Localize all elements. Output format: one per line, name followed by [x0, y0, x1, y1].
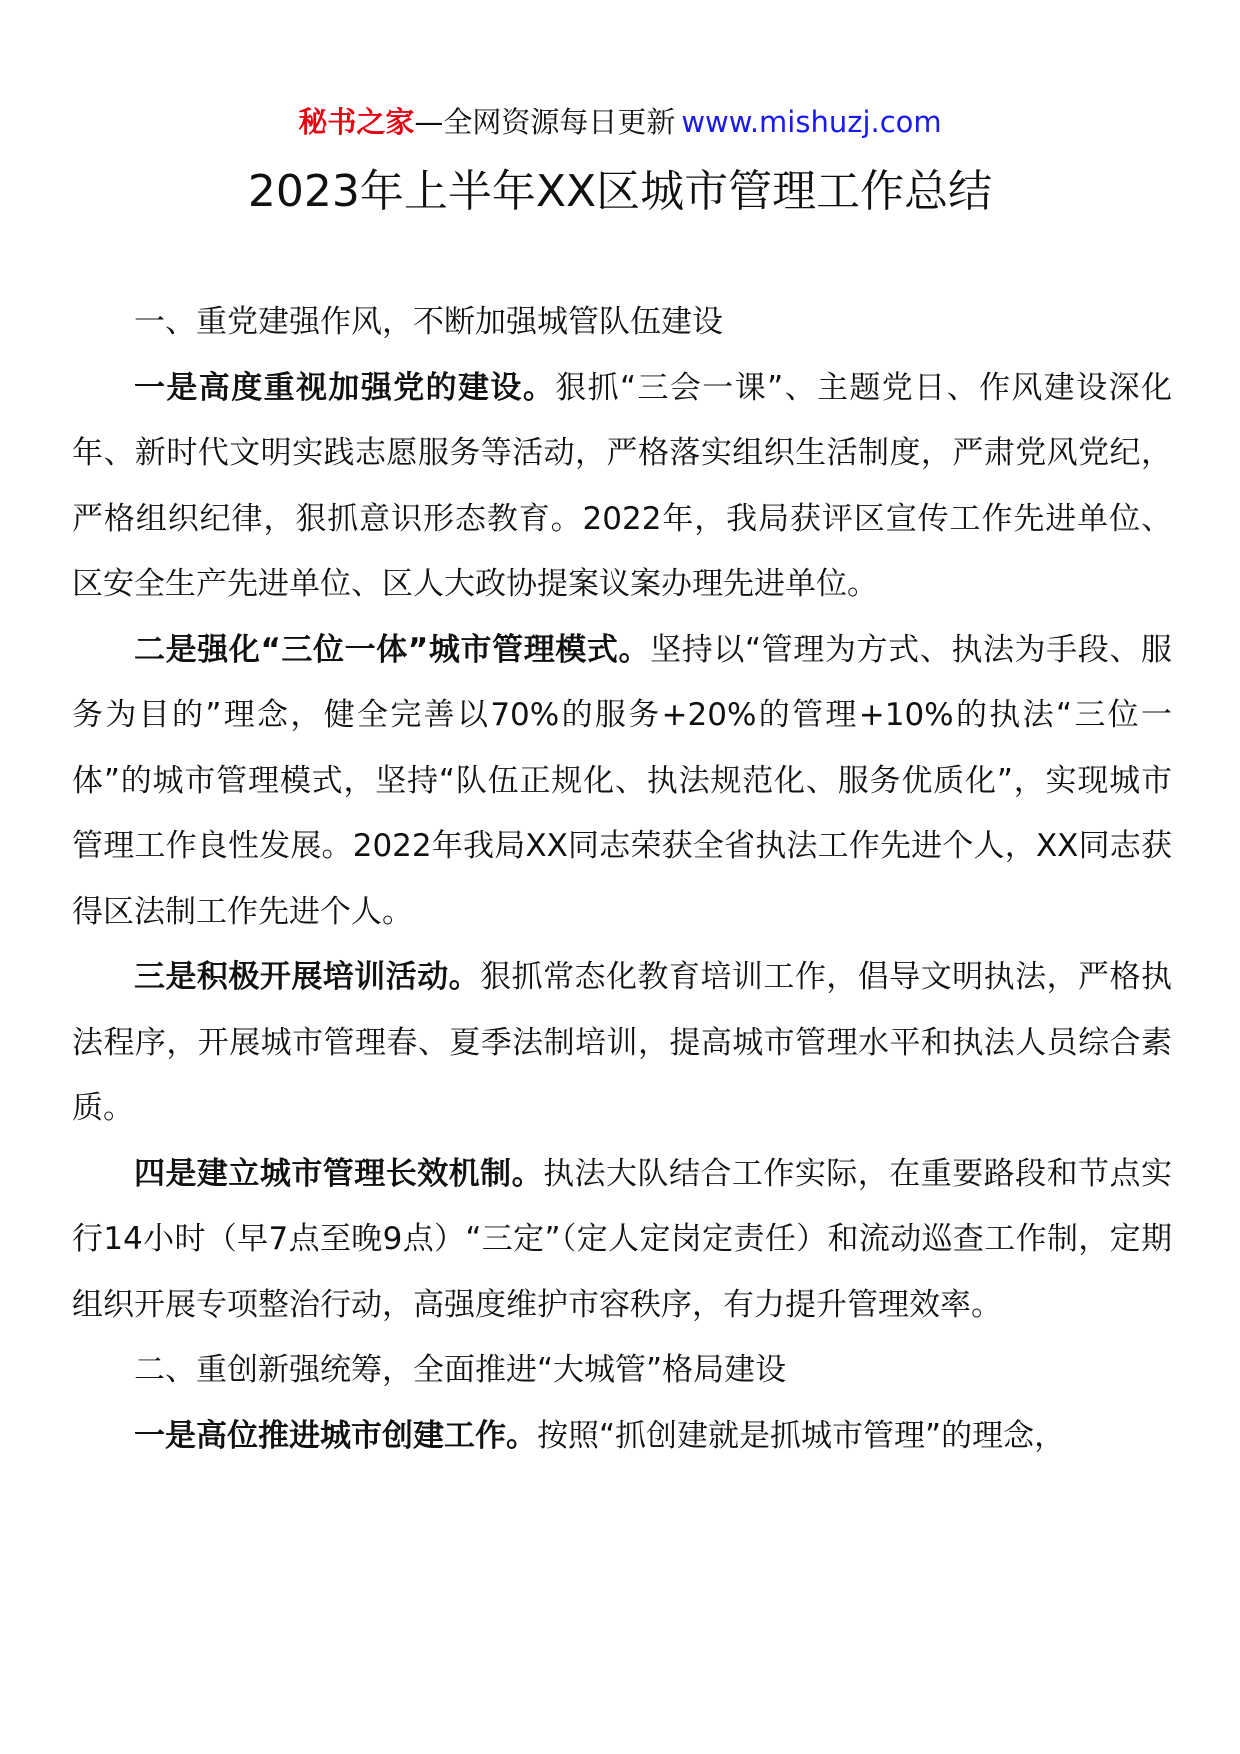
document-title: 2023年上半年XX区城市管理工作总结	[247, 166, 993, 217]
paragraph-lead: 四是建立城市管理长效机制。	[134, 1155, 544, 1192]
paragraph-text: 坚持以“管理为方式、执法为手段、服务为目的”理念，健全完善以70%的服务+20%的管理+10%的执法“三位一体”的城市管理模式，坚持“队伍正规化、执法规范化、服务优质化”，实现城市管理工作良性发展。2022年我局XX同志荣获全省执法工作先进个人，XX同志获得区法制工作先进个人。	[72, 631, 1173, 930]
paragraph-text: 执法大队结合工作实际，在重要路段和节点实行14小时（早7点至晚9点）“三定”（定人定岗定责任）和流动巡查工作制，定期组织开展专项整治行动，高强度维护市容秩序，有力提升管理效率。	[72, 1155, 1172, 1323]
paragraph	[72, 618, 1172, 946]
paragraph	[72, 1404, 1172, 1470]
section-heading-1: 一、重党建强作风，不断加强城管队伍建设	[134, 304, 723, 340]
section-heading-2: 二、重创新强统筹，全面推进“大城管”格局建设	[134, 1352, 787, 1388]
paragraph-text: 狠抓常态化教育培训工作，倡导文明执法，严格执法程序，开展城市管理春、夏季法制培训，提高城市管理水平和执法人员综合素质。	[72, 959, 1172, 1126]
paragraph-text: 狠抓“三会一课”、主题党日、作风建设深化年、新时代文明实践志愿服务等活动，严格落实组织生活制度，严肃党风党纪，严格组织纪律，狠抓意识形态教育。2022年，我局获评区宣传工作先进单位、区安全生产先进单位、区人大政协提案议案办理先进单位。	[72, 369, 1172, 602]
paragraph-lead: 三是积极开展培训活动。	[134, 959, 481, 995]
banner-tagline: —全网资源每日更新	[414, 105, 676, 139]
brand-name: 秘书之家	[298, 105, 415, 139]
paragraph-lead: 二是强化“三位一体”城市管理模式。	[134, 631, 651, 668]
site-banner	[0, 100, 1240, 144]
document-body	[72, 290, 1172, 1469]
website-link[interactable]: www.mishuzj.com	[681, 105, 942, 139]
paragraph	[72, 356, 1172, 618]
paragraph	[72, 945, 1172, 1142]
paragraph-lead: 一是高位推进城市创建工作。	[134, 1417, 537, 1454]
paragraph-text: 按照“抓创建就是抓城市管理”的理念，	[537, 1417, 1066, 1454]
paragraph	[72, 1142, 1172, 1339]
paragraph-lead: 一是高度重视加强党的建设。	[134, 369, 556, 406]
